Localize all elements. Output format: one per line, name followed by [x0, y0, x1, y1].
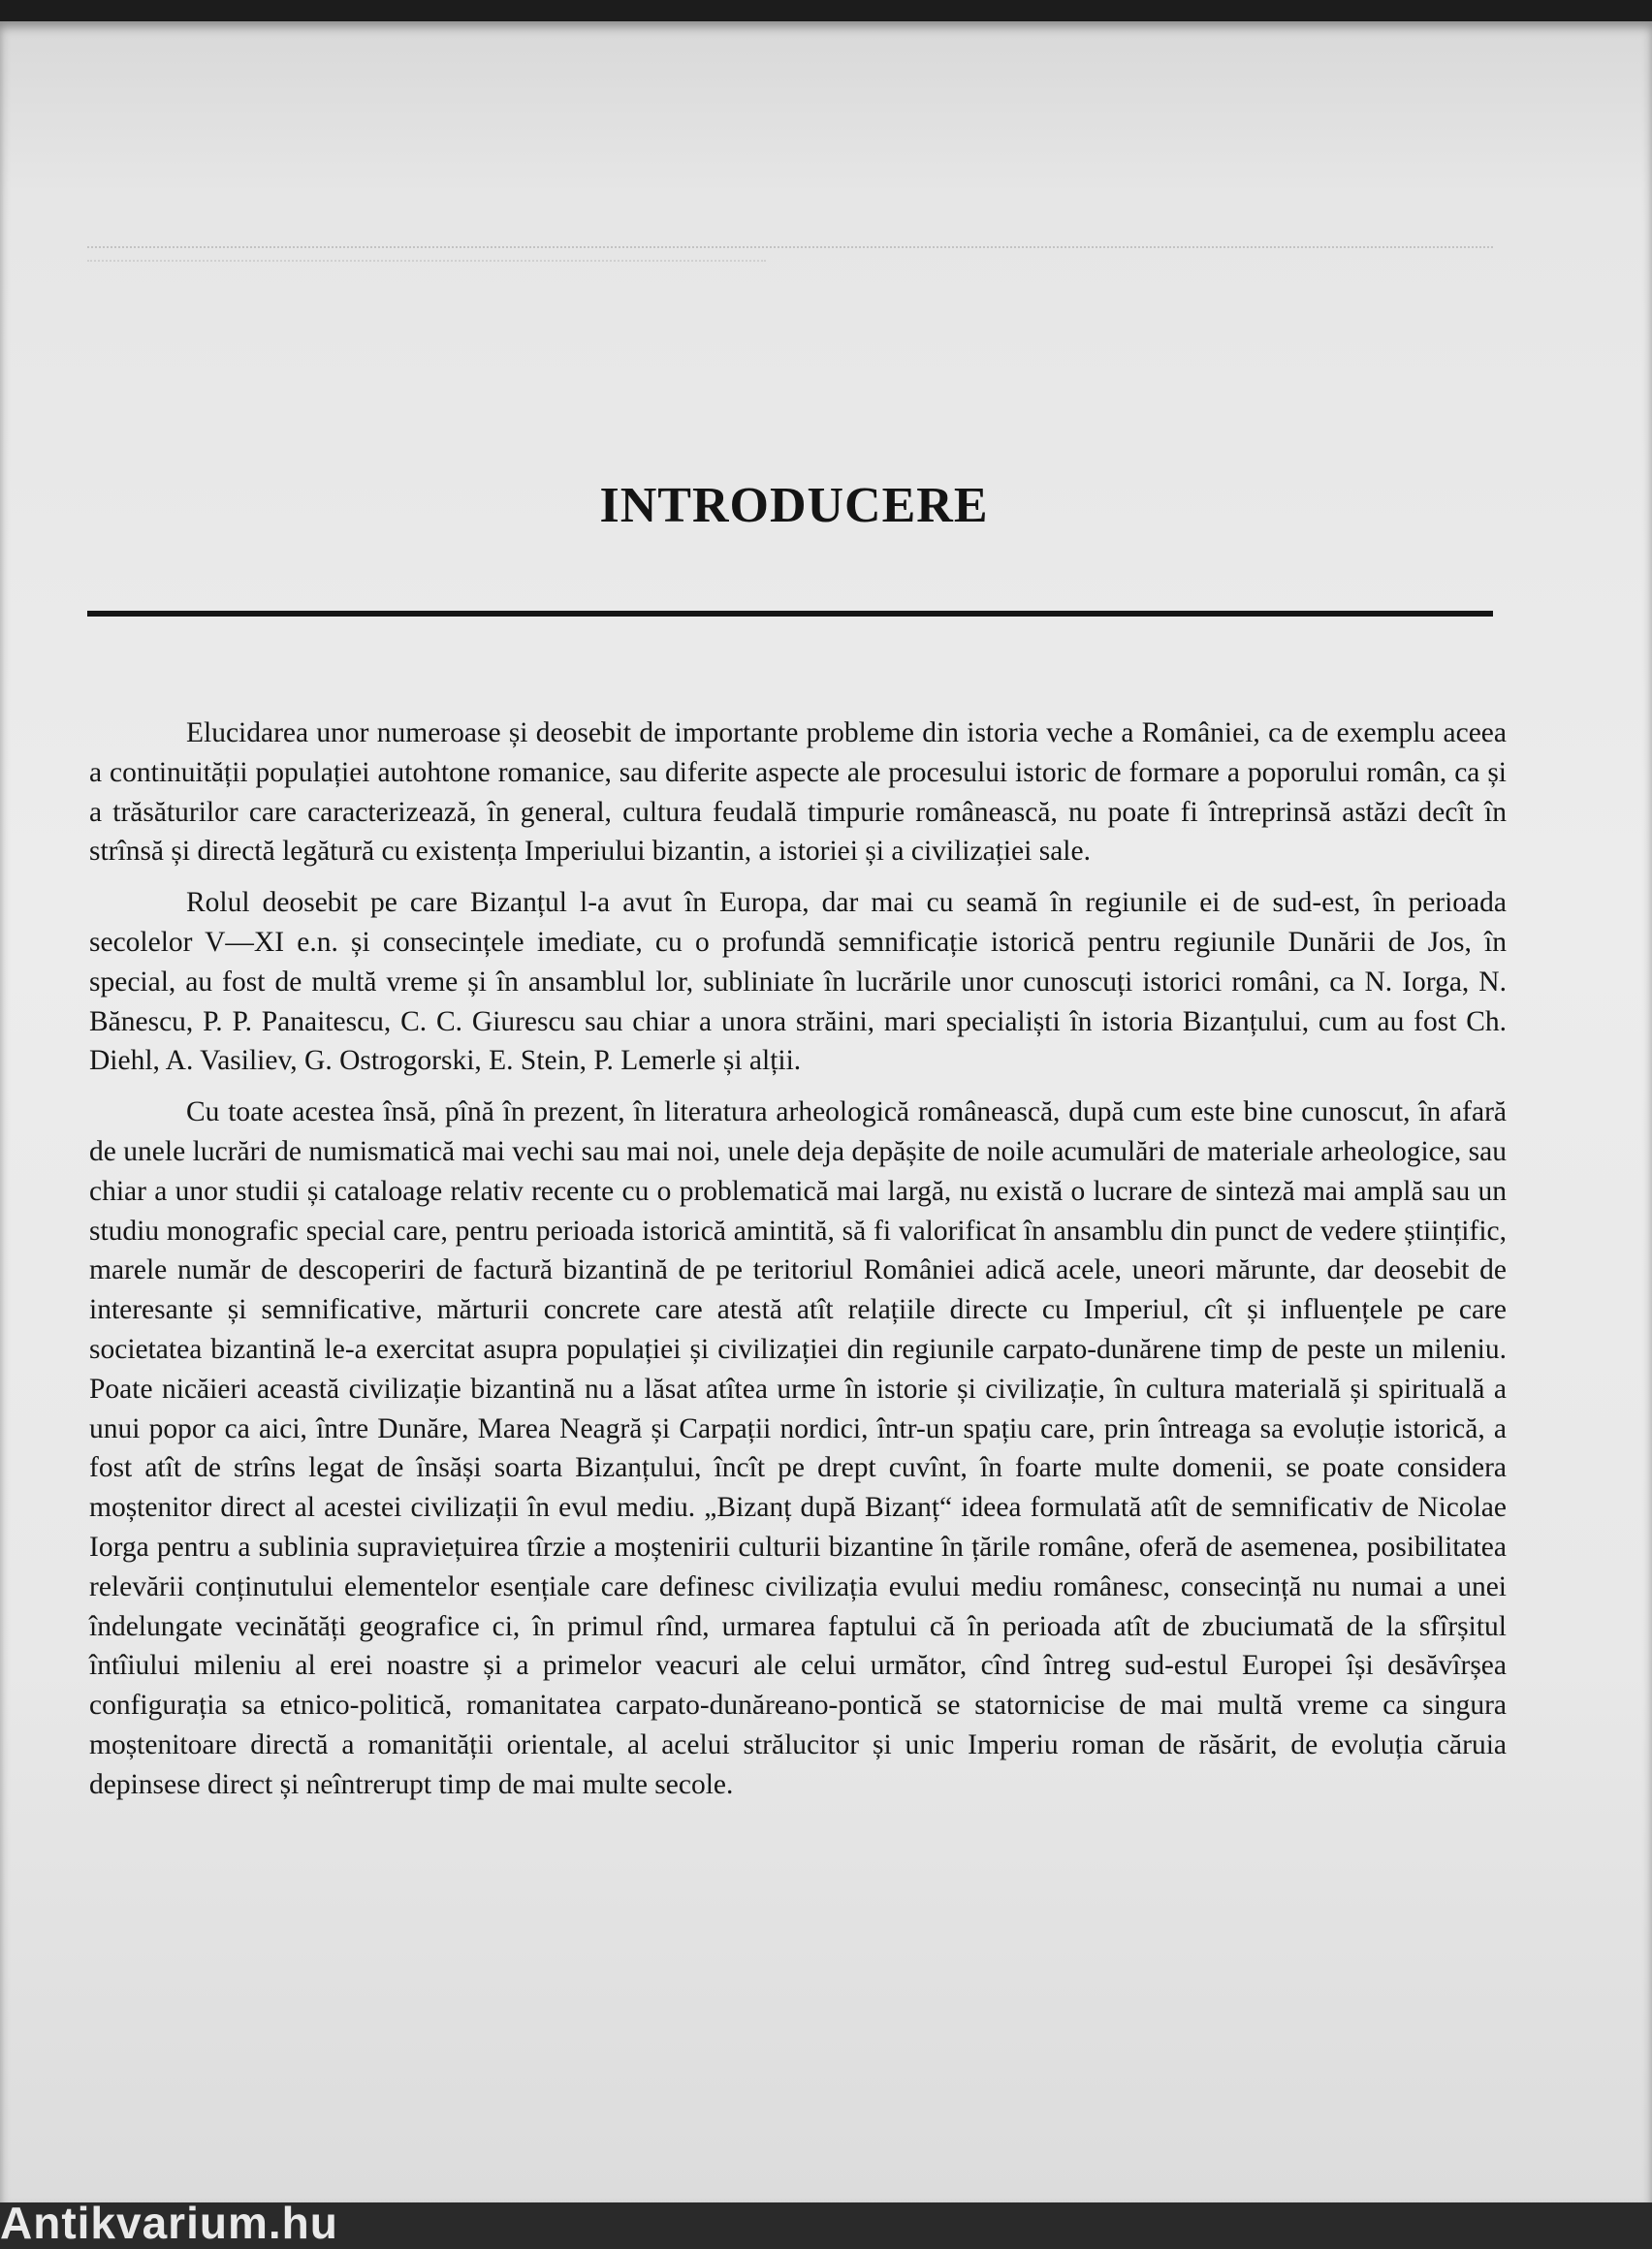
paragraph-3: Cu toate acestea însă, pînă în prezent, în literatura arheologică românească, după cum este bine cunoscut, în afară de unele lucrări de numismatică mai vechi sau mai noi, unele deja depășite de noile acumulări de materiale arheologice, sau chiar a unor studii și cataloage relativ recente cu o problematică mai largă, nu există o lucrare de sinteză mai amplă sau un studiu monografic special care, pentru perioada istorică amintită, să fi valorificat în ansamblu din punct de vedere științific, marele număr de descoperiri de factură bizantină de pe teritoriul României adică acele, uneori mărunte, dar deosebit de interesante și semnificative, mărturii concrete care atestă atît relațiile directe cu Imperiul, cît și influențele pe care societatea bizantină le-a exercitat asupra populației și civilizației din regiunile carpato-dunărene timp de peste un mileniu. Poate nicăieri această civilizație bizantină nu a lăsat atîtea urme în istorie și civilizație, în cultura materială și spirituală a unui popor ca aici, între Dunăre, Marea Neagră și Carpații nordici, într-un spațiu care, prin întreaga sa evoluție istorică, a fost atît de strîns legat de însăși soarta Bizanțului, încît pe drept cuvînt, în foarte multe domenii, se poate considera moștenitor direct al acestei civilizații în evul mediu. „Bizanț după Bizanț“ ideea formulată atît de semnificativ de Nicolae Iorga pentru a sublinia supraviețuirea tîrzie a moștenirii culturii bizantine în țările române, oferă de asemenea, posibilitatea relevării conținutului elementelor esențiale care definesc civilizația evului mediu românesc, consecință nu numai a unei îndelungate vecinătăți geografice ci, în primul rînd, urmarea faptului că în perioada atît de zbuciumată de la sfîrșitul întîiului mileniu al erei noastre și a primelor veacuri ale celui următor, cînd întreg sud-estul Europei își desăvîrșea configurația sa etnico-politică, romanitatea carpato-dunăreano-pontică se statornicise de mai multă vreme ca singura moștenitoare directă a romanității orientale, al acelui strălucitor și unic Imperiu roman de răsărit, de evoluția căruia depinsese direct și neîntrerupt timp de mai multe secole. [89, 1096, 1507, 1800]
watermark-text: Antikvarium.hu [0, 2198, 338, 2248]
show-through-rule [87, 246, 1493, 250]
body-text [89, 713, 1507, 1817]
book-page [0, 21, 1652, 2248]
title-underline-rule [87, 611, 1493, 617]
paragraph-1: Elucidarea unor numeroase și deosebit de importante probleme din istoria veche a României, ca de exemplu aceea a continuității populației autohtone romanice, sau diferite aspecte ale procesului istoric de formare a poporului român, ca și a trăsăturilor care caracterizează, în general, cultura feudală timpurie românească, nu poate fi întreprinsă astăzi decît în strînsă și directă legătură cu existența Imperiului bizantin, a istoriei și a civilizației sale. [89, 717, 1507, 868]
show-through-rule-secondary [87, 260, 766, 264]
paragraph-2: Rolul deosebit pe care Bizanțul l-a avut în Europa, dar mai cu seamă în regiunile ei de sud-est, în perioada secolelor V—XI e.n. și consecințele imediate, cu o profundă semnificație istorică pentru regiunile Dunării de Jos, în special, au fost de multă vreme și în ansamblul lor, subliniate în lucrările unor cunoscuți istorici români, ca N. Iorga, N. Bănescu, P. P. Panaitescu, C. C. Giurescu sau chiar a unora străini, mari specialiști în istoria Bizanțului, cum au fost Ch. Diehl, A. Vasiliev, G. Ostrogorski, E. Stein, P. Lemerle și alții. [89, 887, 1507, 1077]
page-title: INTRODUCERE [599, 478, 989, 533]
